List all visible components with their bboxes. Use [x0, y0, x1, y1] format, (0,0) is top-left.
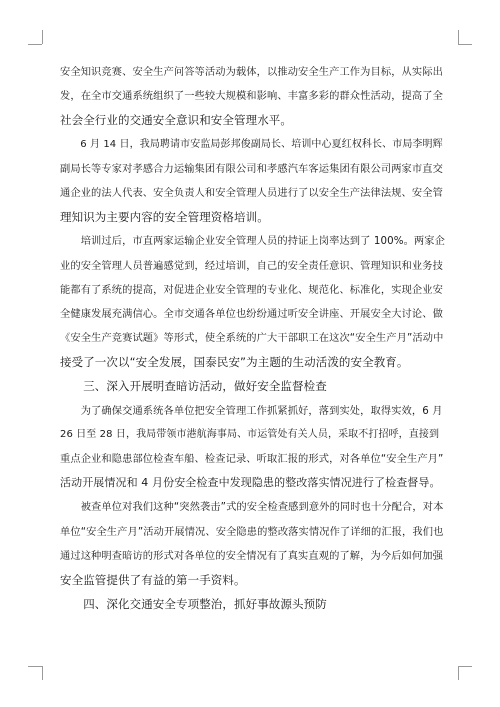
text-line: 单位“安全生产月”活动开展情况、安全隐患的整改落实情况作了详细的汇报，我们也 — [60, 525, 444, 538]
text-line: 全健康发展充满信心。全市交通各单位也纷纷通过听安全讲座、开展安全大讨论、做 — [60, 307, 443, 320]
crop-mark-bottom-left-horizontal — [28, 666, 42, 667]
text-line: 通过这种明查暗访的形式对各单位的安全情况有了真实直观的了解，为今后如何加强 — [60, 549, 443, 562]
document-body — [60, 60, 446, 616]
section-heading-3 — [60, 374, 446, 398]
text-line: 6 月 14 日，我局聘请市安监局彭邦俊副局长、培训中心夏红权科长、市局李明辉 — [60, 138, 443, 150]
text-line: 被查单位对我们这种“突然袭击”式的安全检查感到意外的同时也十分配合，对本 — [60, 501, 444, 514]
crop-mark-top-left-horizontal — [28, 44, 42, 45]
paragraph-5 — [60, 495, 446, 592]
text-line: 接受了一次以“安全发展，国泰民安”为主题的生动活泼的安全教育。 — [60, 355, 409, 370]
text-line: 安全监管提供了有益的第一手资料。 — [60, 572, 246, 587]
text-line: 社会全行业的交通安全意识和安全管理水平。 — [60, 113, 292, 128]
crop-mark-bottom-right-vertical — [458, 666, 459, 680]
text-line: 通企业的法人代表、安全负责人和安全管理人员进行了以安全生产法律法规、安全管 — [60, 186, 443, 199]
paragraph-4 — [60, 399, 446, 496]
paragraph-3 — [60, 229, 446, 374]
crop-mark-top-right-horizontal — [458, 44, 472, 45]
text-line: 《安全生产竞赛试题》等形式，使全系统的广大干部职工在这次“安全生产月”活动中 — [60, 332, 444, 345]
paragraph-1 — [60, 60, 446, 133]
text-line: 重点企业和隐患部位检查车船、检查记录、听取汇报的形式，对各单位“安全生产月” — [60, 453, 444, 465]
crop-mark-top-left-vertical — [42, 30, 43, 44]
heading-line: 四、深化交通安全专项整治，抓好事故源头预防 — [60, 597, 327, 612]
text-line: 活动开展情况和 4 月份安全检查中发现隐患的整改落实情况进行了检查督导。 — [60, 476, 441, 490]
text-line: 副局长等专家对孝感合力运输集团有限公司和孝感汽车客运集团有限公司两家市直交 — [60, 162, 443, 175]
crop-mark-top-right-vertical — [458, 30, 459, 44]
text-line: 发，在全市交通系统组织了一些较大规模和影响、丰富多彩的群众性活动，提高了全 — [60, 90, 443, 103]
crop-mark-bottom-left-vertical — [42, 666, 43, 680]
text-line: 26 日至 28 日，我局带领市港航海事局、市运管处有关人员，采取不打招呼，直接到 — [60, 428, 440, 440]
text-line: 培训过后，市直两家运输企业安全管理人员的持证上岗率达到了 100%。两家企 — [60, 235, 445, 248]
text-line: 安全知识竞赛、安全生产问答等活动为载体，以推动安全生产工作为目标，从实际出 — [60, 66, 443, 78]
paragraph-2 — [60, 133, 446, 230]
text-line: 业的安全管理人员普遍感觉到，经过培训，自己的安全责任意识、管理知识和业务技 — [60, 259, 443, 272]
section-heading-4 — [60, 592, 446, 616]
text-line: 为了确保交通系统各单位把安全管理工作抓紧抓好，落到实处，取得实效，6 月 — [60, 404, 443, 417]
heading-line: 三、深入开展明查暗访活动，做好安全监督检查 — [60, 379, 327, 394]
text-line: 理知识为主要内容的安全管理资格培训。 — [60, 210, 269, 225]
crop-mark-bottom-right-horizontal — [458, 666, 472, 667]
text-line: 能都有了系统的提高，对促进企业安全管理的专业化、规范化、标准化，实现企业安 — [60, 283, 443, 296]
